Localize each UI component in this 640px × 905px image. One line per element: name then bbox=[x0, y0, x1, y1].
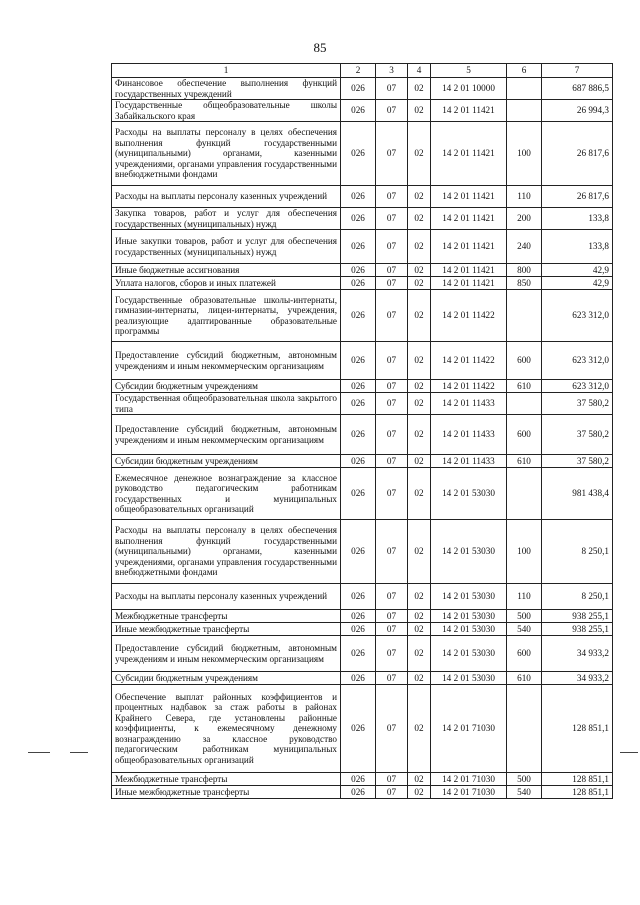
table-row bbox=[112, 623, 613, 636]
row-ved-cell: 026 bbox=[341, 230, 376, 264]
table-row bbox=[112, 415, 613, 455]
row-amount-cell: 8 250,1 bbox=[542, 520, 613, 584]
row-pr-cell: 02 bbox=[408, 122, 431, 186]
row-name-cell: Государственные образовательные школы-интернаты, гимназии-интернаты, лицеи-интернаты, учреждения, реализующие адаптированные образовательные программы bbox=[112, 290, 341, 342]
row-vr-cell: 540 bbox=[507, 623, 542, 636]
row-rz-cell: 07 bbox=[376, 773, 408, 786]
row-csr-cell: 14 2 01 53030 bbox=[431, 636, 507, 672]
row-rz-cell: 07 bbox=[376, 342, 408, 380]
table-row bbox=[112, 520, 613, 584]
row-csr-cell: 14 2 01 10000 bbox=[431, 78, 507, 100]
row-ved-cell: 026 bbox=[341, 415, 376, 455]
row-pr-cell: 02 bbox=[408, 520, 431, 584]
row-ved-cell: 026 bbox=[341, 100, 376, 122]
row-vr-cell: 800 bbox=[507, 264, 542, 277]
table-row bbox=[112, 78, 613, 100]
row-amount-cell: 26 817,6 bbox=[542, 122, 613, 186]
row-name-cell: Субсидии бюджетным учреждениям bbox=[112, 455, 341, 468]
row-amount-cell: 37 580,2 bbox=[542, 455, 613, 468]
row-name-cell: Расходы на выплаты персоналу казенных учреждений bbox=[112, 584, 341, 610]
row-amount-cell: 8 250,1 bbox=[542, 584, 613, 610]
row-pr-cell: 02 bbox=[408, 186, 431, 208]
row-name-cell: Финансовое обеспечение выполнения функций государственных учреждений bbox=[112, 78, 341, 100]
row-csr-cell: 14 2 01 11421 bbox=[431, 122, 507, 186]
row-amount-cell: 938 255,1 bbox=[542, 623, 613, 636]
row-pr-cell: 02 bbox=[408, 230, 431, 264]
row-pr-cell: 02 bbox=[408, 685, 431, 773]
table-row bbox=[112, 636, 613, 672]
row-amount-cell: 42,9 bbox=[542, 264, 613, 277]
row-pr-cell: 02 bbox=[408, 342, 431, 380]
row-csr-cell: 14 2 01 11421 bbox=[431, 208, 507, 230]
row-rz-cell: 07 bbox=[376, 415, 408, 455]
row-amount-cell: 133,8 bbox=[542, 230, 613, 264]
row-csr-cell: 14 2 01 71030 bbox=[431, 773, 507, 786]
row-ved-cell: 026 bbox=[341, 468, 376, 520]
row-rz-cell: 07 bbox=[376, 393, 408, 415]
row-vr-cell bbox=[507, 290, 542, 342]
row-rz-cell: 07 bbox=[376, 610, 408, 623]
row-name-cell: Ежемесячное денежное вознаграждение за классное руководство педагогическим работникам государственных и муниципальных общеобразовательных организаций bbox=[112, 468, 341, 520]
row-name-cell: Закупка товаров, работ и услуг для обеспечения государственных (муниципальных) нужд bbox=[112, 208, 341, 230]
row-rz-cell: 07 bbox=[376, 100, 408, 122]
row-pr-cell: 02 bbox=[408, 277, 431, 290]
row-amount-cell: 128 851,1 bbox=[542, 786, 613, 799]
row-pr-cell: 02 bbox=[408, 78, 431, 100]
row-amount-cell: 623 312,0 bbox=[542, 380, 613, 393]
row-name-cell: Уплата налогов, сборов и иных платежей bbox=[112, 277, 341, 290]
row-rz-cell: 07 bbox=[376, 122, 408, 186]
row-csr-cell: 14 2 01 53030 bbox=[431, 584, 507, 610]
row-vr-cell: 610 bbox=[507, 672, 542, 685]
table-row bbox=[112, 773, 613, 786]
row-amount-cell: 938 255,1 bbox=[542, 610, 613, 623]
margin-dash-left bbox=[70, 752, 88, 753]
row-csr-cell: 14 2 01 53030 bbox=[431, 468, 507, 520]
row-rz-cell: 07 bbox=[376, 186, 408, 208]
row-pr-cell: 02 bbox=[408, 623, 431, 636]
row-vr-cell: 610 bbox=[507, 380, 542, 393]
row-csr-cell: 14 2 01 11421 bbox=[431, 100, 507, 122]
col-header-vr: 6 bbox=[507, 64, 542, 78]
row-rz-cell: 07 bbox=[376, 636, 408, 672]
row-amount-cell: 37 580,2 bbox=[542, 393, 613, 415]
table-row bbox=[112, 100, 613, 122]
row-vr-cell bbox=[507, 685, 542, 773]
row-vr-cell bbox=[507, 393, 542, 415]
row-csr-cell: 14 2 01 53030 bbox=[431, 610, 507, 623]
row-ved-cell: 026 bbox=[341, 520, 376, 584]
row-vr-cell: 110 bbox=[507, 584, 542, 610]
row-name-cell: Иные бюджетные ассигнования bbox=[112, 264, 341, 277]
table-row bbox=[112, 672, 613, 685]
row-vr-cell: 850 bbox=[507, 277, 542, 290]
row-pr-cell: 02 bbox=[408, 468, 431, 520]
row-ved-cell: 026 bbox=[341, 393, 376, 415]
row-pr-cell: 02 bbox=[408, 584, 431, 610]
row-vr-cell bbox=[507, 100, 542, 122]
table-row bbox=[112, 380, 613, 393]
page-number: 85 bbox=[313, 40, 327, 55]
row-csr-cell: 14 2 01 11421 bbox=[431, 186, 507, 208]
row-name-cell: Межбюджетные трансферты bbox=[112, 610, 341, 623]
row-vr-cell: 500 bbox=[507, 773, 542, 786]
row-amount-cell: 37 580,2 bbox=[542, 415, 613, 455]
row-name-cell: Государственные общеобразовательные школы Забайкальского края bbox=[112, 100, 341, 122]
row-csr-cell: 14 2 01 53030 bbox=[431, 672, 507, 685]
row-name-cell: Обеспечение выплат районных коэффициентов и процентных надбавок за стаж работы в районах Крайнего Севера, где установлены районные коэффициенты, к ежемесячному денежному вознаграждению за классное руководство педагогическим работникам муниципальных общеобразовательных организаций bbox=[112, 685, 341, 773]
col-header-ved: 2 bbox=[341, 64, 376, 78]
row-name-cell: Государственная общеобразовательная школа закрытого типа bbox=[112, 393, 341, 415]
table-row bbox=[112, 186, 613, 208]
table-row bbox=[112, 455, 613, 468]
row-name-cell: Предоставление субсидий бюджетным, автономным учреждениям и иным некоммерческим организациям bbox=[112, 636, 341, 672]
row-rz-cell: 07 bbox=[376, 290, 408, 342]
row-ved-cell: 026 bbox=[341, 122, 376, 186]
row-pr-cell: 02 bbox=[408, 264, 431, 277]
row-rz-cell: 07 bbox=[376, 672, 408, 685]
row-name-cell: Расходы на выплаты персоналу казенных учреждений bbox=[112, 186, 341, 208]
row-rz-cell: 07 bbox=[376, 623, 408, 636]
row-vr-cell: 600 bbox=[507, 415, 542, 455]
row-name-cell: Иные межбюджетные трансферты bbox=[112, 786, 341, 799]
row-ved-cell: 026 bbox=[341, 290, 376, 342]
budget-table bbox=[111, 63, 613, 799]
row-amount-cell: 981 438,4 bbox=[542, 468, 613, 520]
table-row bbox=[112, 290, 613, 342]
row-pr-cell: 02 bbox=[408, 208, 431, 230]
row-pr-cell: 02 bbox=[408, 393, 431, 415]
row-ved-cell: 026 bbox=[341, 786, 376, 799]
col-header-rz: 3 bbox=[376, 64, 408, 78]
row-rz-cell: 07 bbox=[376, 468, 408, 520]
row-amount-cell: 623 312,0 bbox=[542, 342, 613, 380]
col-header-amount: 7 bbox=[542, 64, 613, 78]
row-pr-cell: 02 bbox=[408, 380, 431, 393]
row-name-cell: Иные межбюджетные трансферты bbox=[112, 623, 341, 636]
row-csr-cell: 14 2 01 53030 bbox=[431, 623, 507, 636]
row-pr-cell: 02 bbox=[408, 415, 431, 455]
header-row bbox=[112, 64, 613, 78]
row-vr-cell: 200 bbox=[507, 208, 542, 230]
table-row bbox=[112, 230, 613, 264]
row-pr-cell: 02 bbox=[408, 100, 431, 122]
table-row bbox=[112, 208, 613, 230]
row-name-cell: Субсидии бюджетным учреждениям bbox=[112, 380, 341, 393]
row-vr-cell bbox=[507, 78, 542, 100]
margin-dash-left bbox=[28, 752, 50, 753]
table-row bbox=[112, 393, 613, 415]
row-rz-cell: 07 bbox=[376, 264, 408, 277]
row-rz-cell: 07 bbox=[376, 584, 408, 610]
row-name-cell: Межбюджетные трансферты bbox=[112, 773, 341, 786]
row-name-cell: Расходы на выплаты персоналу в целях обеспечения выполнения функций государственными (муниципальными) органами, казенными учреждениями, органами управления государственными внебюджетными фондами bbox=[112, 122, 341, 186]
row-pr-cell: 02 bbox=[408, 610, 431, 623]
row-rz-cell: 07 bbox=[376, 208, 408, 230]
row-vr-cell: 540 bbox=[507, 786, 542, 799]
row-ved-cell: 026 bbox=[341, 380, 376, 393]
row-rz-cell: 07 bbox=[376, 455, 408, 468]
row-csr-cell: 14 2 01 11421 bbox=[431, 277, 507, 290]
row-amount-cell: 42,9 bbox=[542, 277, 613, 290]
row-ved-cell: 026 bbox=[341, 610, 376, 623]
row-ved-cell: 026 bbox=[341, 455, 376, 468]
table-row bbox=[112, 342, 613, 380]
table-row bbox=[112, 610, 613, 623]
row-amount-cell: 133,8 bbox=[542, 208, 613, 230]
row-ved-cell: 026 bbox=[341, 78, 376, 100]
row-rz-cell: 07 bbox=[376, 786, 408, 799]
margin-dash-right bbox=[620, 752, 638, 753]
row-amount-cell: 128 851,1 bbox=[542, 773, 613, 786]
col-header-csr: 5 bbox=[431, 64, 507, 78]
row-vr-cell: 240 bbox=[507, 230, 542, 264]
table-row bbox=[112, 264, 613, 277]
row-vr-cell: 610 bbox=[507, 455, 542, 468]
row-rz-cell: 07 bbox=[376, 380, 408, 393]
row-ved-cell: 026 bbox=[341, 277, 376, 290]
row-ved-cell: 026 bbox=[341, 208, 376, 230]
row-csr-cell: 14 2 01 11421 bbox=[431, 230, 507, 264]
row-amount-cell: 34 933,2 bbox=[542, 672, 613, 685]
row-ved-cell: 026 bbox=[341, 186, 376, 208]
row-csr-cell: 14 2 01 71030 bbox=[431, 685, 507, 773]
row-ved-cell: 026 bbox=[341, 584, 376, 610]
row-pr-cell: 02 bbox=[408, 672, 431, 685]
row-rz-cell: 07 bbox=[376, 78, 408, 100]
row-ved-cell: 026 bbox=[341, 342, 376, 380]
row-amount-cell: 623 312,0 bbox=[542, 290, 613, 342]
row-name-cell: Субсидии бюджетным учреждениям bbox=[112, 672, 341, 685]
table-row bbox=[112, 277, 613, 290]
row-ved-cell: 026 bbox=[341, 685, 376, 773]
row-ved-cell: 026 bbox=[341, 636, 376, 672]
row-pr-cell: 02 bbox=[408, 636, 431, 672]
row-amount-cell: 26 817,6 bbox=[542, 186, 613, 208]
row-csr-cell: 14 2 01 11422 bbox=[431, 380, 507, 393]
row-vr-cell: 500 bbox=[507, 610, 542, 623]
row-amount-cell: 128 851,1 bbox=[542, 685, 613, 773]
row-ved-cell: 026 bbox=[341, 773, 376, 786]
row-pr-cell: 02 bbox=[408, 455, 431, 468]
table-row bbox=[112, 786, 613, 799]
table-row bbox=[112, 468, 613, 520]
table-row bbox=[112, 584, 613, 610]
row-csr-cell: 14 2 01 53030 bbox=[431, 520, 507, 584]
row-csr-cell: 14 2 01 11433 bbox=[431, 393, 507, 415]
row-vr-cell: 600 bbox=[507, 342, 542, 380]
row-pr-cell: 02 bbox=[408, 773, 431, 786]
row-vr-cell bbox=[507, 468, 542, 520]
row-name-cell: Предоставление субсидий бюджетным, автономным учреждениям и иным некоммерческим организациям bbox=[112, 342, 341, 380]
row-vr-cell: 110 bbox=[507, 186, 542, 208]
row-csr-cell: 14 2 01 11433 bbox=[431, 455, 507, 468]
row-name-cell: Предоставление субсидий бюджетным, автономным учреждениям и иным некоммерческим организациям bbox=[112, 415, 341, 455]
row-pr-cell: 02 bbox=[408, 290, 431, 342]
row-rz-cell: 07 bbox=[376, 685, 408, 773]
row-rz-cell: 07 bbox=[376, 277, 408, 290]
row-rz-cell: 07 bbox=[376, 520, 408, 584]
col-header-pr: 4 bbox=[408, 64, 431, 78]
row-ved-cell: 026 bbox=[341, 264, 376, 277]
row-csr-cell: 14 2 01 71030 bbox=[431, 786, 507, 799]
col-header-name: 1 bbox=[112, 64, 341, 78]
row-ved-cell: 026 bbox=[341, 623, 376, 636]
row-pr-cell: 02 bbox=[408, 786, 431, 799]
row-name-cell: Расходы на выплаты персоналу в целях обеспечения выполнения функций государственными (муниципальными) органами, казенными учреждениями, органами управления государственными внебюджетными фондами bbox=[112, 520, 341, 584]
row-vr-cell: 100 bbox=[507, 520, 542, 584]
table-row bbox=[112, 122, 613, 186]
row-amount-cell: 34 933,2 bbox=[542, 636, 613, 672]
row-vr-cell: 600 bbox=[507, 636, 542, 672]
row-ved-cell: 026 bbox=[341, 672, 376, 685]
row-rz-cell: 07 bbox=[376, 230, 408, 264]
table-row bbox=[112, 685, 613, 773]
row-csr-cell: 14 2 01 11421 bbox=[431, 264, 507, 277]
row-amount-cell: 687 886,5 bbox=[542, 78, 613, 100]
row-vr-cell: 100 bbox=[507, 122, 542, 186]
row-csr-cell: 14 2 01 11422 bbox=[431, 342, 507, 380]
row-csr-cell: 14 2 01 11422 bbox=[431, 290, 507, 342]
row-name-cell: Иные закупки товаров, работ и услуг для обеспечения государственных (муниципальных) нужд bbox=[112, 230, 341, 264]
row-amount-cell: 26 994,3 bbox=[542, 100, 613, 122]
row-csr-cell: 14 2 01 11433 bbox=[431, 415, 507, 455]
